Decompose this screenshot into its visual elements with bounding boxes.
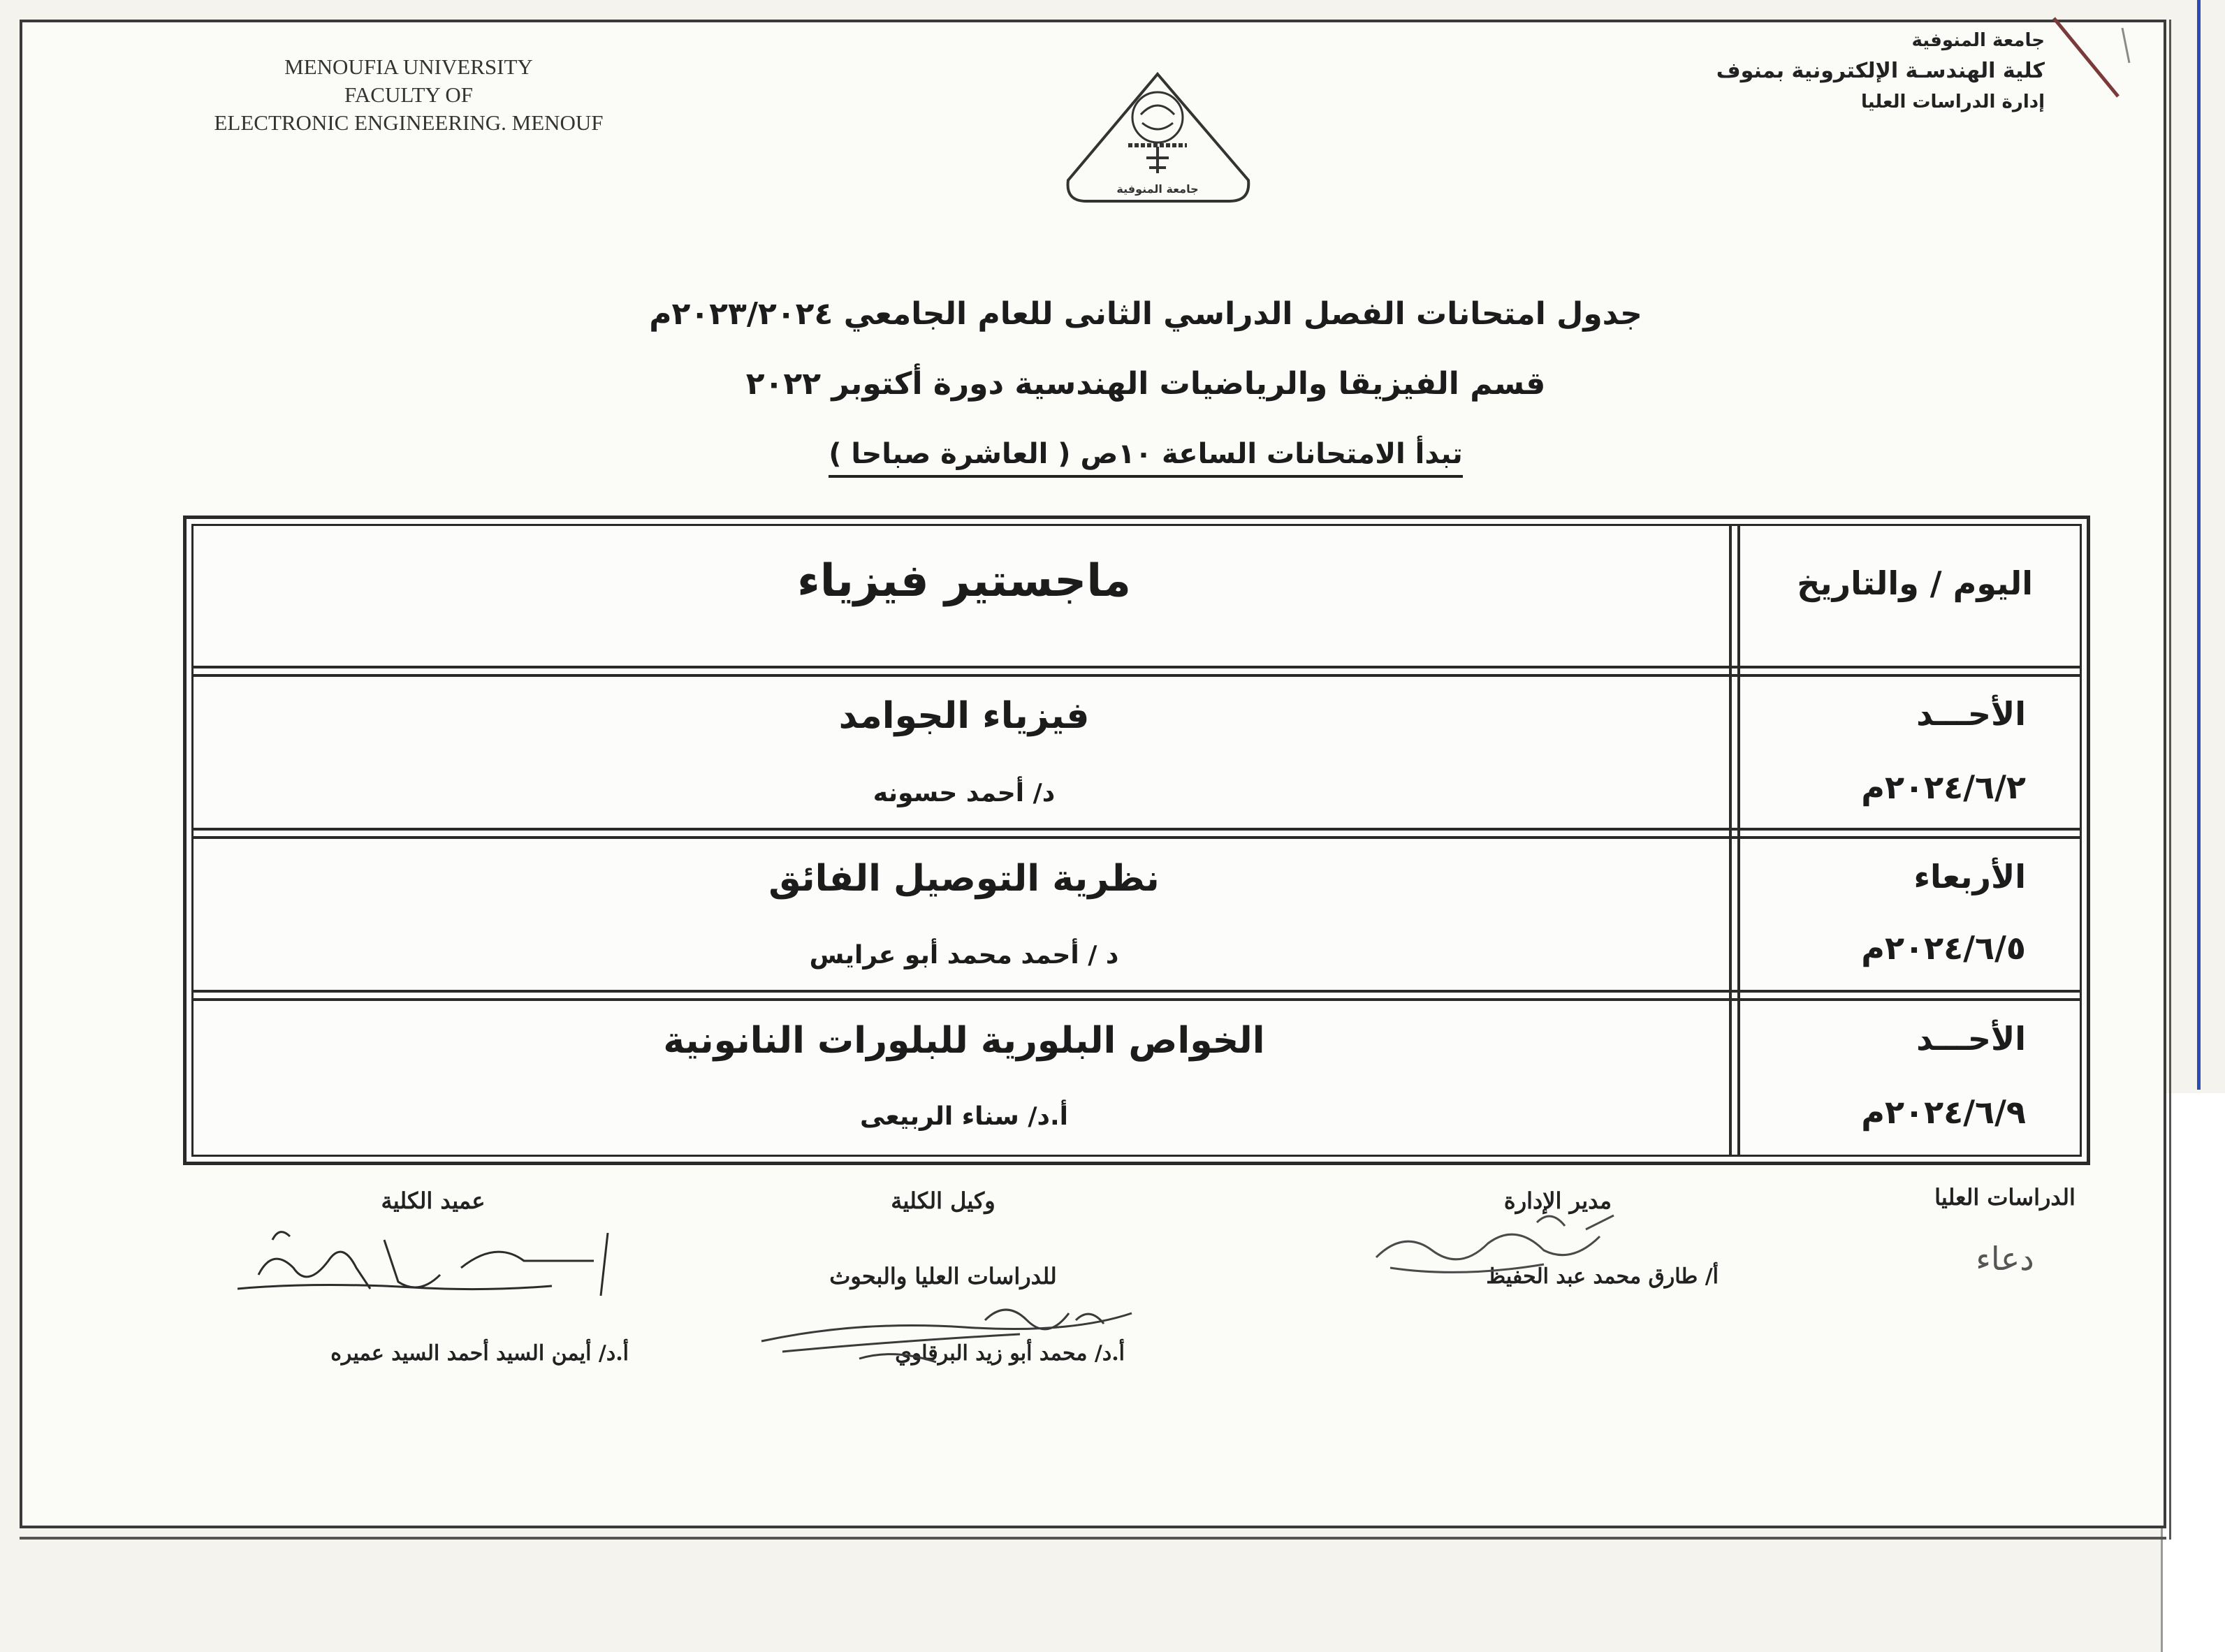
- vice-dean-title: وكيل الكلية: [891, 1187, 995, 1214]
- row1-subject: فيزياء الجوامد: [838, 695, 1090, 737]
- grad-studies-handwritten: دعاء: [1976, 1240, 2034, 1278]
- university-name-ar: جامعة المنوفية: [1911, 30, 2045, 51]
- svg-text:جامعة المنوفية: جامعة المنوفية: [1116, 182, 1199, 196]
- exam-schedule-titles: [419, 293, 1872, 478]
- schedule-title: جدول امتحانات الفصل الدراسي الثانى للعام الجامعي ٢٠٢٣/٢٠٢٤م: [649, 296, 1642, 332]
- row2-day: الأربعاء: [1913, 858, 2026, 896]
- row2-instructor: د / أحمد محمد أبو عرايس: [809, 941, 1119, 970]
- vice-dean-name: أ.د/ محمد أبو زيد البرقاوي: [895, 1341, 1125, 1366]
- row3-subject: الخواص البلورية للبلورات النانونية: [663, 1020, 1265, 1062]
- grad-studies-title: الدراسات العليا: [1934, 1184, 2076, 1211]
- row2-date: ٢٠٢٤/٦/٥م: [1861, 929, 2026, 967]
- row1-date: ٢٠٢٤/٦/٢م: [1861, 768, 2026, 806]
- university-logo: [1058, 68, 1257, 208]
- vice-dean-signature: [754, 1292, 1146, 1369]
- exam-start-time: تبدأ الامتحانات الساعة ١٠ص ( العاشرة صباحا ): [829, 434, 1463, 478]
- row3-instructor: أ.د/ سناء الربيعى: [860, 1102, 1068, 1131]
- column-divider: [1729, 524, 1732, 1157]
- header-program: ماجستير فيزياء: [797, 555, 1131, 607]
- department-title: قسم الفيزيقا والرياضيات الهندسية دورة أكتوبر ٢٠٢٢: [745, 366, 1546, 402]
- department-name-ar: إدارة الدراسات العليا: [1861, 92, 2045, 112]
- admin-manager-title: مدير الإدارة: [1503, 1187, 1612, 1214]
- faculty-name-ar: كلية الهندسـة الإلكترونية بمنوف: [1716, 59, 2045, 83]
- row1-instructor: د/ أحمد حسونه: [873, 779, 1056, 807]
- table-inner-border: [191, 524, 2082, 1157]
- admin-manager-signature: [1362, 1201, 1656, 1285]
- admin-manager-name: أ/ طارق محمد عبد الحفيظ: [1486, 1264, 1719, 1289]
- row-divider-double: [191, 836, 2082, 839]
- row3-day: الأحـــد: [1916, 1020, 2026, 1058]
- row3-date: ٢٠٢٤/٦/٩م: [1861, 1093, 2026, 1131]
- university-name-en: MENOUFIA UNIVERSITY: [284, 54, 533, 79]
- row1-day: الأحـــد: [1916, 695, 2026, 733]
- frame-double-line-right: [2169, 20, 2171, 1540]
- row-divider: [191, 666, 2082, 668]
- header-day-date: اليوم / والتاريخ: [1797, 564, 2033, 602]
- faculty-name-en: ELECTRONIC ENGINEERING. MENOUF: [214, 110, 604, 135]
- row-divider-double: [191, 998, 2082, 1001]
- column-divider-double: [1737, 524, 1740, 1157]
- dean-title: عميد الكلية: [381, 1187, 486, 1214]
- row-divider: [191, 828, 2082, 831]
- english-letterhead: [140, 53, 678, 137]
- dean-name: أ.د/ أيمن السيد أحمد السيد عميره: [330, 1341, 629, 1366]
- row-divider-double: [191, 674, 2082, 677]
- row2-subject: نظرية التوصيل الفائق: [768, 858, 1160, 900]
- vice-dean-subtitle: للدراسات العليا والبحوث: [829, 1263, 1057, 1289]
- frame-double-line: [20, 1537, 2166, 1540]
- arabic-letterhead: [1654, 25, 2045, 117]
- dean-signature: [231, 1219, 636, 1310]
- staple-pin-mark: [2047, 14, 2138, 105]
- faculty-line-en: FACULTY OF: [344, 82, 474, 107]
- page-edge-blue-line: [2197, 0, 2201, 1090]
- row-divider: [191, 990, 2082, 993]
